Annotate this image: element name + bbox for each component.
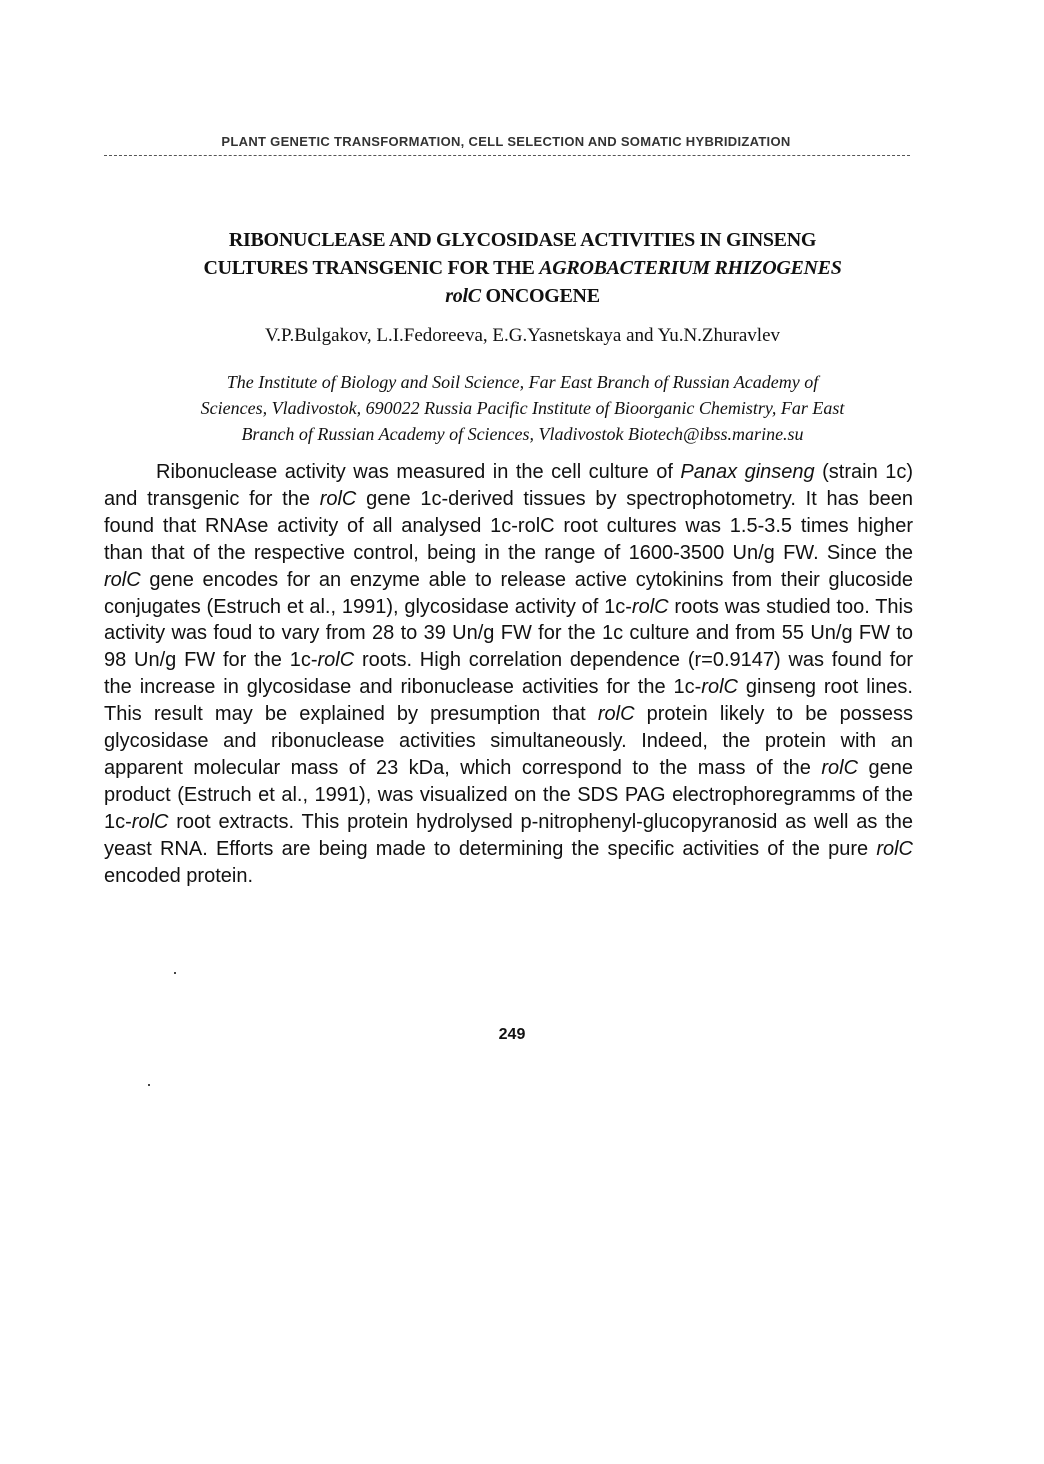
scan-speck <box>148 1084 150 1086</box>
article-title <box>100 226 945 310</box>
body-italic: rolC <box>319 487 357 510</box>
title-line-2-text: CULTURES TRANSGENIC FOR THE <box>203 257 535 279</box>
body-italic: Panax ginseng <box>680 461 815 483</box>
title-line-2 <box>100 254 945 282</box>
header-divider <box>104 155 910 156</box>
author-list: V.P.Bulgakov, L.I.Fedoreeva, E.G.Yasnetskaya and Yu.N.Zhuravlev <box>264 325 781 346</box>
body-italic: rolC <box>701 676 738 699</box>
abstract-body <box>104 459 913 890</box>
body-text: ginseng root lines. This result may be explained by presumption that <box>104 676 913 726</box>
title-line-3 <box>100 282 945 310</box>
body-text: roots was studied too. This activity was foud to vary from 28 to 39 Un/g FW for the 1c culture and from 55 Un/g FW to 98 Un/g FW for the 1c- <box>104 595 913 672</box>
body-italic: rolC <box>131 810 169 833</box>
title-line-3-text: ONCOGENE <box>485 285 600 307</box>
affiliation-line-2: Sciences, Vladivostok, 690022 Russia Pacific Institute of Bioorganic Chemistry, Far East <box>200 398 845 418</box>
body-text: roots. High correlation dependence (r=0.9147) was found for the increase in glycosidase and ribonuclease activities for the 1c- <box>104 649 913 699</box>
body-italic: rolC <box>821 756 859 779</box>
body-italic: rolC <box>104 568 141 591</box>
body-italic: rolC <box>317 649 355 672</box>
body-text: gene product (Estruch et al., 1991), was visualized on the SDS PAG electrophoregramms of the 1c- <box>104 756 913 833</box>
body-italic: rolC <box>876 837 913 860</box>
affiliation-line-1: The Institute of Biology and Soil Science, Far East Branch of Russian Academy of <box>226 372 819 392</box>
body-text: gene 1c-derived tissues by spectrophotometry. It has been found that RNAse activity of all analysed 1c-rolC root cultures was 1.5-3.5 times higher than that of the respective control, being in the range of 1600-3500 Un/g FW. Since the <box>104 487 913 564</box>
body-text: Ribonuclease activity was measured in the cell culture of <box>156 461 681 483</box>
title-organism: AGROBACTERIUM RHIZOGENES <box>539 257 842 279</box>
affiliation-line-3: Branch of Russian Academy of Sciences, Vladivostok Biotech@ibss.marine.su <box>241 424 804 444</box>
body-text: protein likely to be possess glycosidase and ribonuclease activities simultaneously. Indeed, the protein with an apparent molecular mass of 23 kDa, which correspond to the mass of the <box>104 703 914 779</box>
page-number: 249 <box>498 1026 526 1043</box>
body-italic: rolC <box>597 703 635 726</box>
affiliation <box>100 369 945 447</box>
running-header: PLANT GENETIC TRANSFORMATION, CELL SELECTION AND SOMATIC HYBRIDIZATION <box>221 134 791 149</box>
title-line-1: RIBONUCLEASE AND GLYCOSIDASE ACTIVITIES IN GINSENG <box>228 229 817 251</box>
body-text: root extracts. This protein hydrolysed p-nitrophenyl-glucopyranosid as well as the yeast RNA. Efforts are being made to determining the specific activities of the pure <box>104 810 913 860</box>
body-text: gene encodes for an enzyme able to release active cytokinins from their glucoside conjugates (Estruch et al., 1991), glycosidase activity of 1c- <box>104 568 913 618</box>
scan-speck <box>174 972 176 974</box>
title-gene: rolC <box>445 285 481 307</box>
body-text: (strain 1c) and transgenic for the <box>104 461 913 510</box>
body-text: encoded protein. <box>104 864 254 887</box>
body-italic: rolC <box>631 595 669 618</box>
